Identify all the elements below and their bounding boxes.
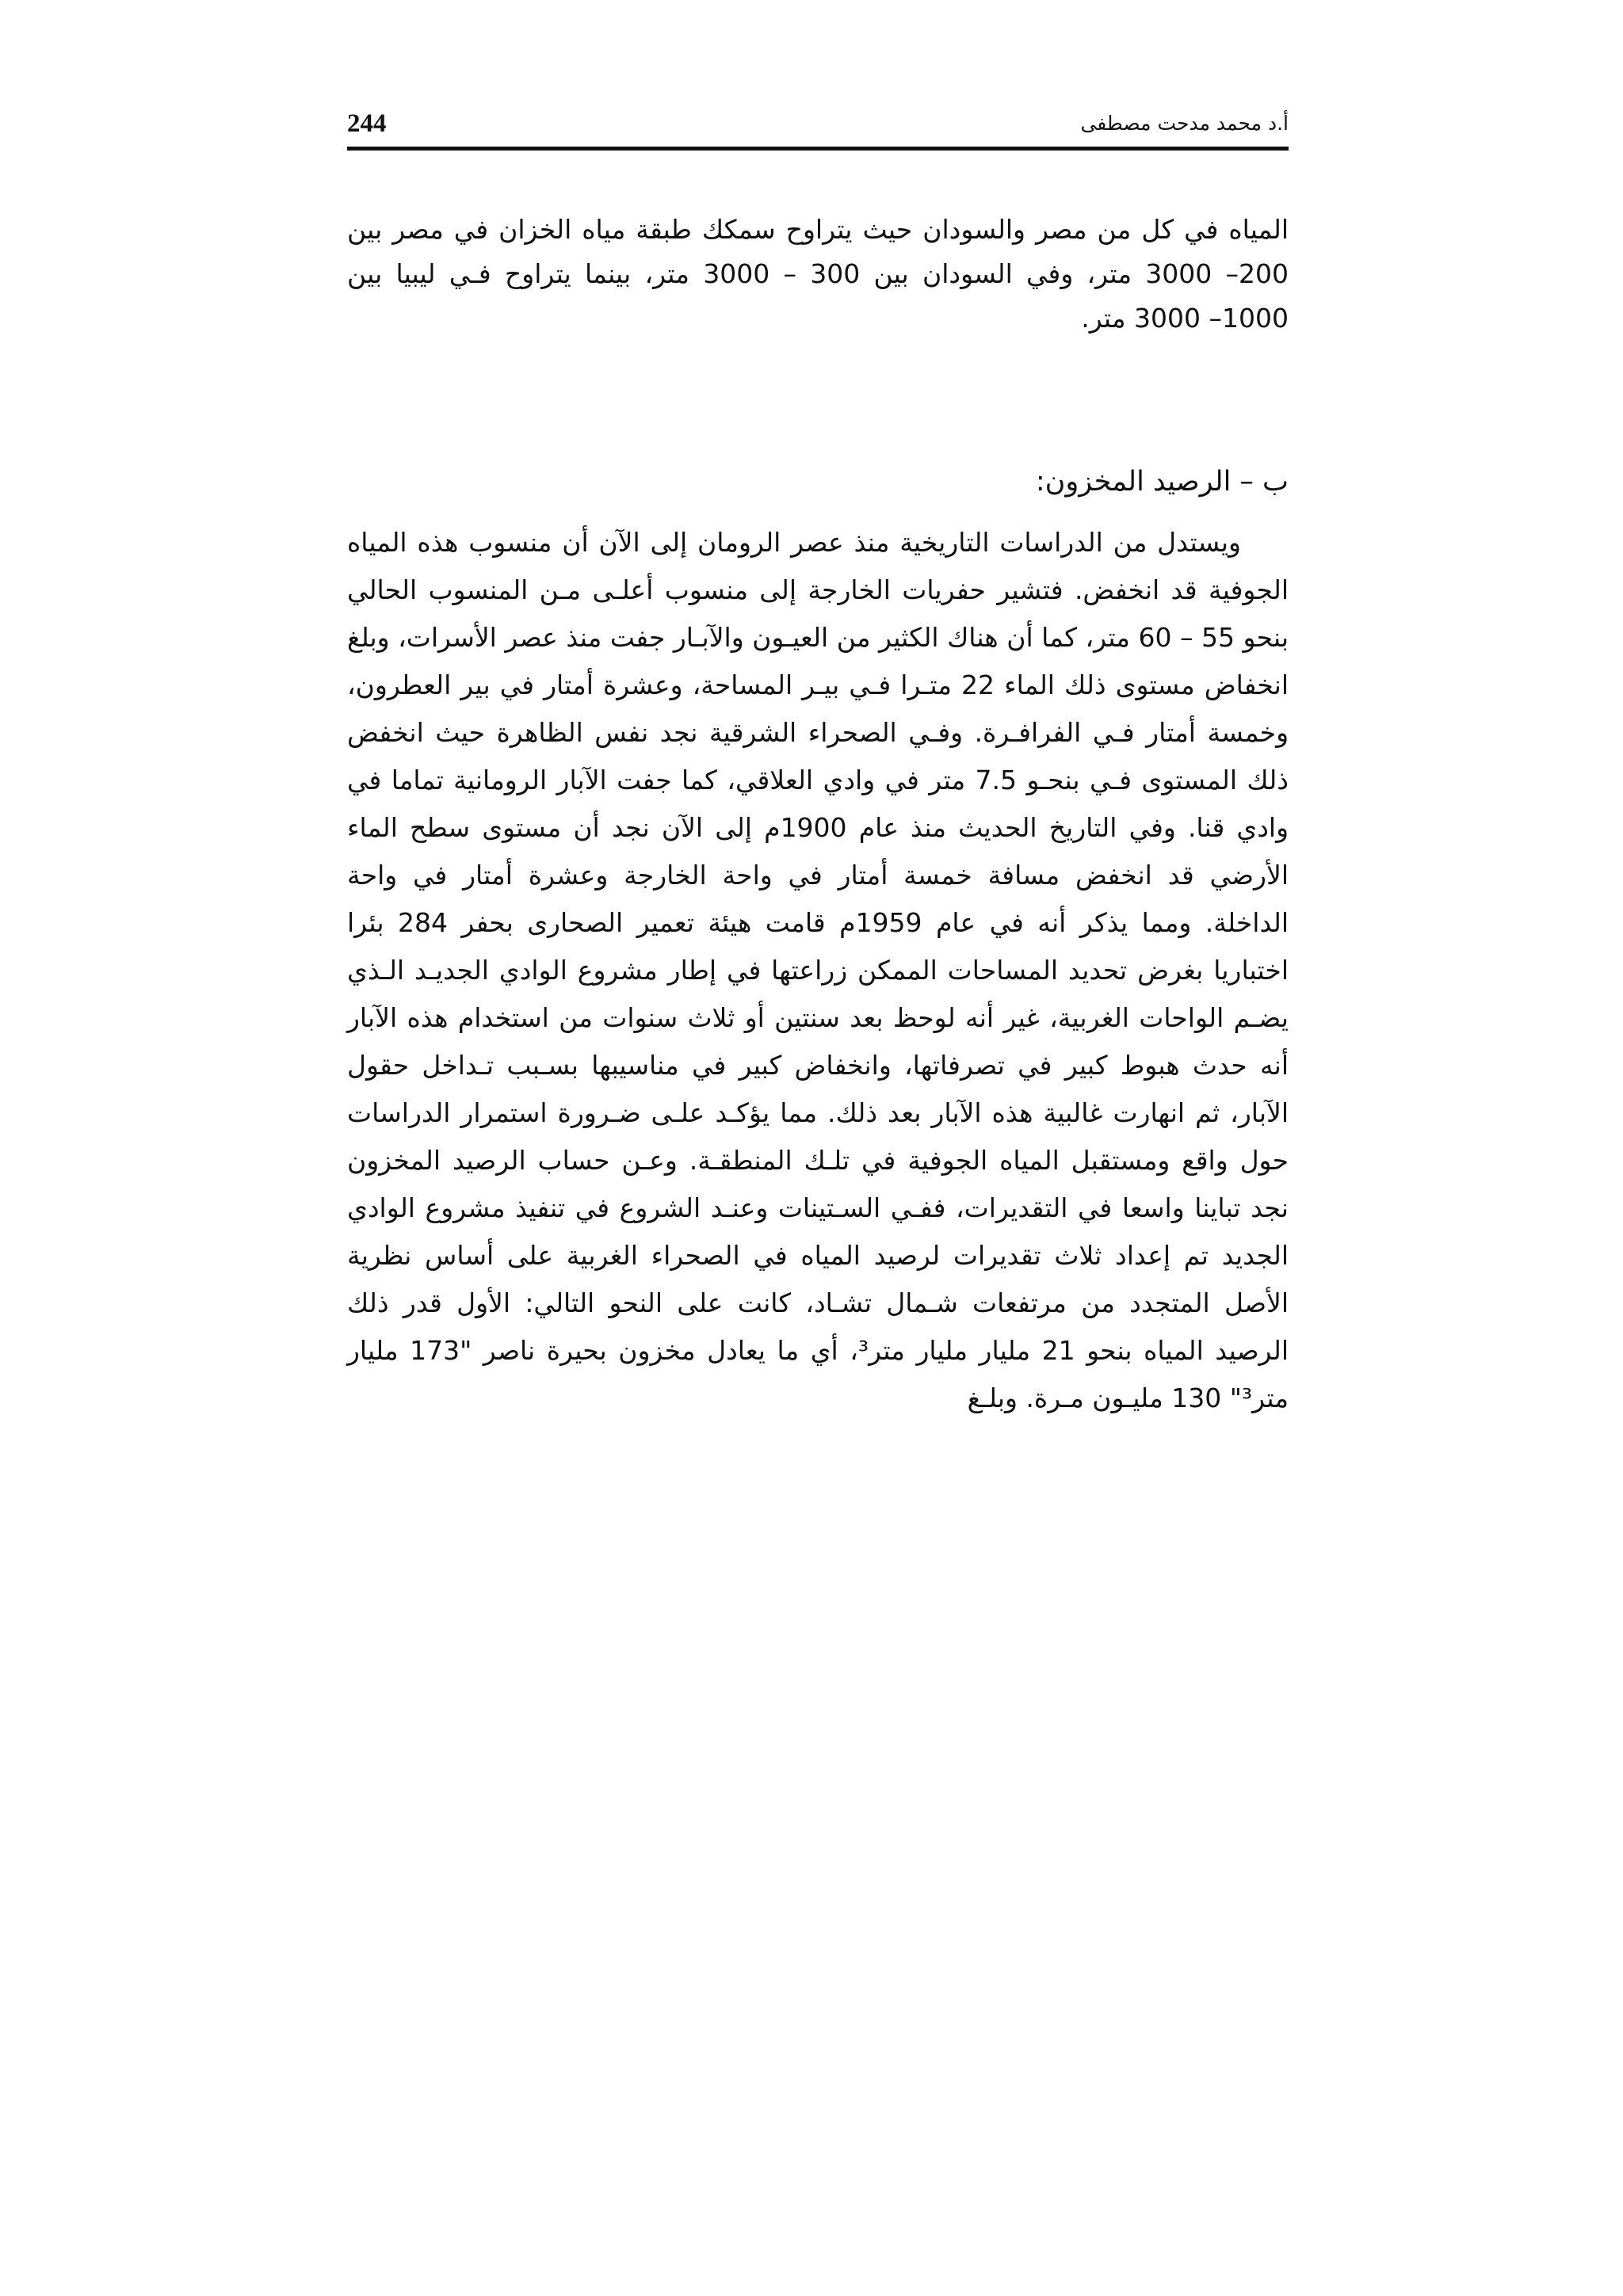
running-head-author: أ.د محمد مدحت مصطفى	[1080, 112, 1289, 135]
intro-paragraph: المياه في كل من مصر والسودان حيث يتراوح سمكك طبقة مياه الخزان في مصر بين 200– 3000 متر، وفي السودان بين 300 – 3000 متر، بينما يتراوح فـي ليبيا بين 1000– 3000 متر.	[347, 214, 1289, 334]
header-rule	[347, 147, 1289, 151]
main-paragraph	[347, 519, 1289, 1422]
page-header	[347, 108, 1289, 149]
main-paragraph-text: ويستدل من الدراسات التاريخية منذ عصر الرومان إلى الآن أن منسوب هذه المياه الجوفية قد انخفض. فتشير حفريات الخارجة إلى منسوب أعلـى مـن المنسوب الحالي بنحو 55 – 60 متر، كما أن هناك الكثير من العيـون والآبـار جفت منذ عصر الأسرات، وبلغ انخفاض مستوى ذلك الماء 22 متـرا فـي بيـر المساحة، وعشرة أمتار في بير العطرون، وخمسة أمتار فـي الفرافـرة. وفـي الصحراء الشرقية نجد نفس الظاهرة حيث انخفض ذلك المستوى فـي بنحـو 7.5 متر في وادي العلاقي، كما جفت الآبار الرومانية تماما في وادي قنا. وفي التاريخ الحديث منذ عام 1900م إلى الآن نجد أن مستوى سطح الماء الأرضي قد انخفض مسافة خمسة أمتار في واحة الخارجة وعشرة أمتار في واحة الداخلة. ومما يذكر أنه في عام 1959م قامت هيئة تعمير الصحارى بحفر 284 بئرا اختباريا بغرض تحديد المساحات الممكن زراعتها في إطار مشروع الوادي الجديـد الـذي يضـم الواحات الغربية، غير أنه لوحظ بعد سنتين أو ثلاث سنوات من استخدام هذه الآبار أنه حدث هبوط كبير في تصرفاتها، وانخفاض كبير في مناسيبها بسـبب تـداخل حقول الآبار، ثم انهارت غالبية هذه الآبار بعد ذلك. مما يؤكـد علـى ضـرورة استمرار الدراسات حول واقع ومستقبل المياه الجوفية في تلـك المنطقـة. وعـن حساب الرصيد المخزون نجد تباينا واسعا في التقديرات، ففـي السـتينات وعنـد الشروع في تنفيذ مشروع الوادي الجديد تم إعداد ثلاث تقديرات لرصيد المياه في الصحراء الغربية على أساس نظرية الأصل المتجدد من مرتفعات شـمال تشـاد، كانت على النحو التالي: الأول قدر ذلك الرصيد المياه بنحو 21 مليار مليار متر³، أي ما يعادل مخزون بحيرة ناصر "173 مليار متر³" 130 مليـون مـرة. وبلـغ	[347, 527, 1289, 1413]
section-heading: ب – الرصيد المخزون:	[1035, 466, 1289, 498]
page-number: 244	[347, 109, 387, 138]
